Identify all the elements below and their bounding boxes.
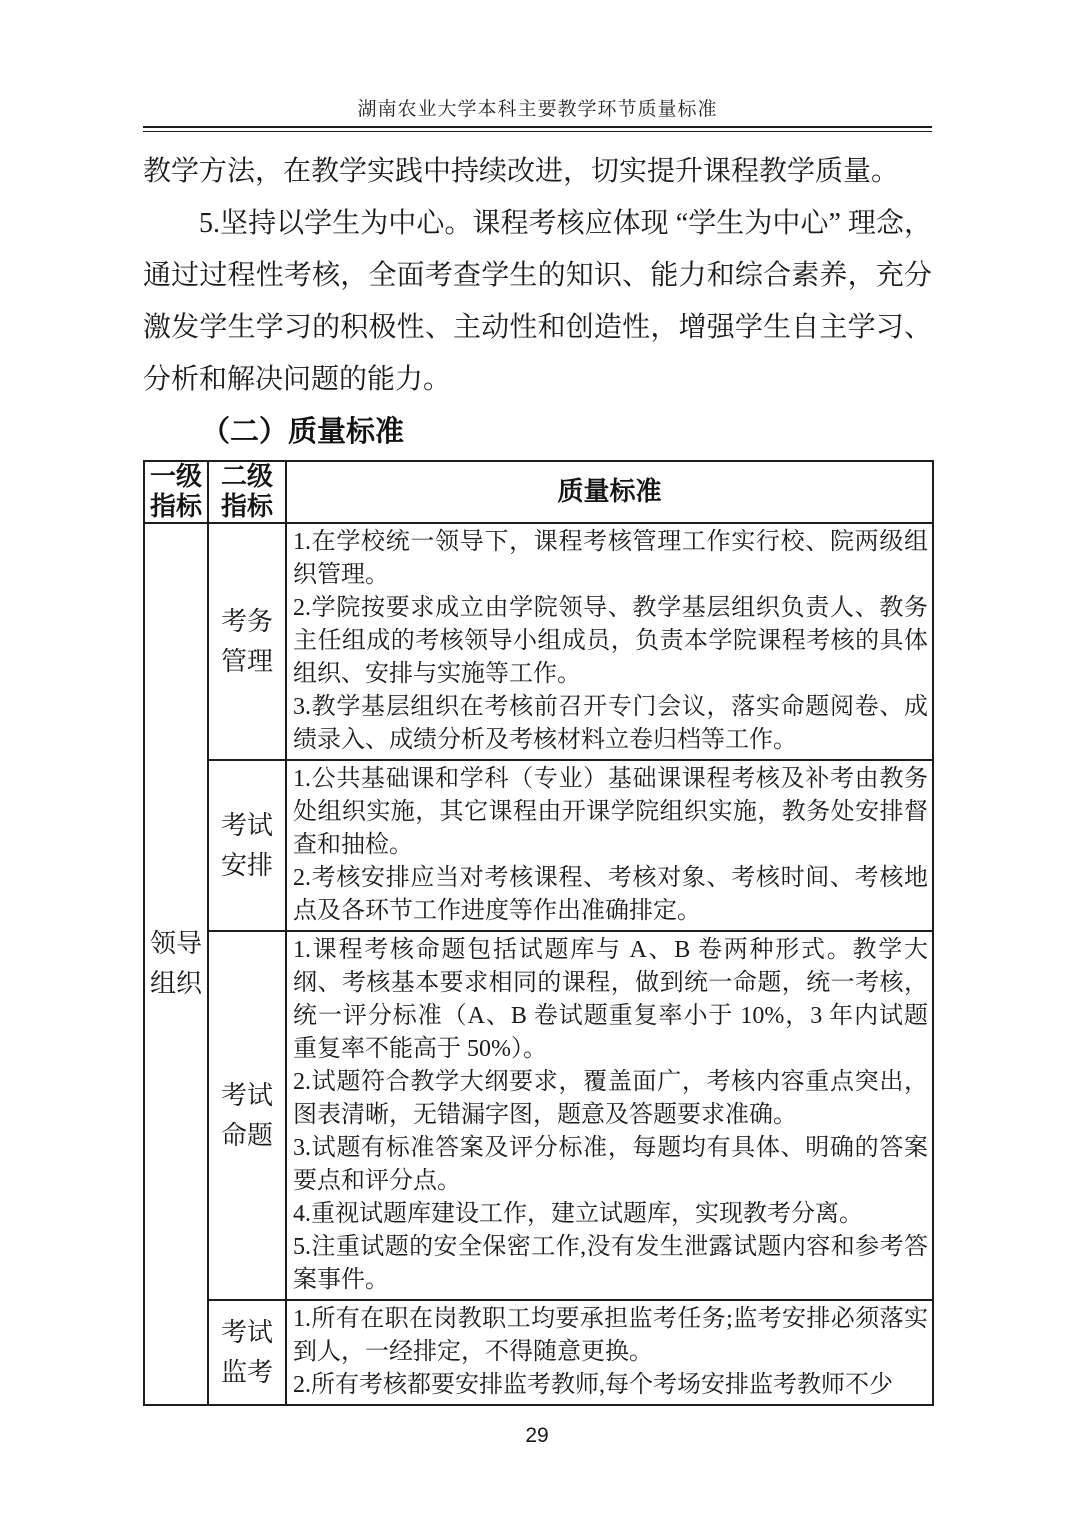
page-header	[143, 98, 932, 132]
standard-cell-exam-invigilation	[286, 1300, 933, 1405]
header-title: 湖南农业大学本科主要教学环节质量标准	[357, 99, 718, 120]
standard-item: 1.在学校统一领导下，课程考核管理工作实行校、院两级组织管理。	[293, 529, 928, 588]
quality-standards-table	[143, 460, 934, 1406]
table-header-row	[144, 461, 933, 523]
level2-cell-exam-affairs: 考务管理	[208, 523, 286, 760]
standard-cell-exam-proposition	[286, 931, 933, 1300]
table-row	[144, 931, 933, 1300]
paragraph-item-5: 5.坚持以学生为中心。课程考核应体现 “学生为中心” 理念，通过过程性考核，全面考查学生的知识、能力和综合素养，充分激发学生学习的积极性、主动性和创造性，增强学生自主学习、分析和解决问题的能力。	[143, 208, 932, 395]
page-number: 29	[525, 1424, 549, 1447]
standard-item: 1.所有在职在岗教职工均要承担监考任务;监考安排必须落实到人，一经排定，不得随意更换。	[293, 1306, 928, 1365]
standard-item: 1.公共基础课和学科（专业）基础课课程考核及补考由教务处组织实施，其它课程由开课学院组织实施，教务处安排督查和抽检。	[293, 766, 928, 858]
table-header-standard: 质量标准	[286, 461, 933, 523]
level1-cell: 领导组织	[144, 523, 208, 1405]
document-body	[143, 146, 932, 1406]
standard-cell-exam-affairs	[286, 523, 933, 760]
level2-cell-exam-proposition: 考试命题	[208, 931, 286, 1300]
table-row	[144, 760, 933, 931]
standard-item: 4.重视试题库建设工作，建立试题库，实现教考分离。	[293, 1201, 863, 1227]
table-row	[144, 523, 933, 760]
standard-item: 1.课程考核命题包括试题库与 A、B 卷两种形式。教学大纲、考核基本要求相同的课程，做到统一命题，统一考核，统一评分标准（A、B 卷试题重复率小于 10%，3 年内试题重复率不能高于 50%）。	[293, 937, 928, 1062]
table-header-level1: 一级指标	[144, 461, 208, 523]
header-divider	[143, 126, 932, 132]
standard-item: 3.教学基层组织在考核前召开专门会议，落实命题阅卷、成绩录入、成绩分析及考核材料立卷归档等工作。	[293, 694, 928, 753]
standard-cell-exam-arrangement	[286, 760, 933, 931]
standard-item: 3.试题有标准答案及评分标准，每题均有具体、明确的答案要点和评分点。	[293, 1135, 928, 1194]
table-header-level2: 二级指标	[208, 461, 286, 523]
standard-item: 2.试题符合教学大纲要求，覆盖面广，考核内容重点突出，图表清晰，无错漏字图，题意及答题要求准确。	[293, 1069, 928, 1128]
standard-item: 2.所有考核都要安排监考教师,每个考场安排监考教师不少	[293, 1372, 893, 1398]
table-row	[144, 1300, 933, 1405]
standard-item: 2.考核安排应当对考核课程、考核对象、考核时间、考核地点及各环节工作进度等作出准确排定。	[293, 865, 928, 924]
level2-cell-exam-invigilation: 考试监考	[208, 1300, 286, 1405]
section-heading: （二）质量标准	[201, 416, 405, 448]
paragraph-continuation: 教学方法，在教学实践中持续改进，切实提升课程教学质量。	[143, 156, 900, 187]
level2-cell-exam-arrangement: 考试安排	[208, 760, 286, 931]
standard-item: 2.学院按要求成立由学院领导、教学基层组织负责人、教务主任组成的考核领导小组成员，负责本学院课程考核的具体组织、安排与实施等工作。	[293, 595, 928, 687]
standard-item: 5.注重试题的安全保密工作,没有发生泄露试题内容和参考答案事件。	[293, 1234, 928, 1293]
